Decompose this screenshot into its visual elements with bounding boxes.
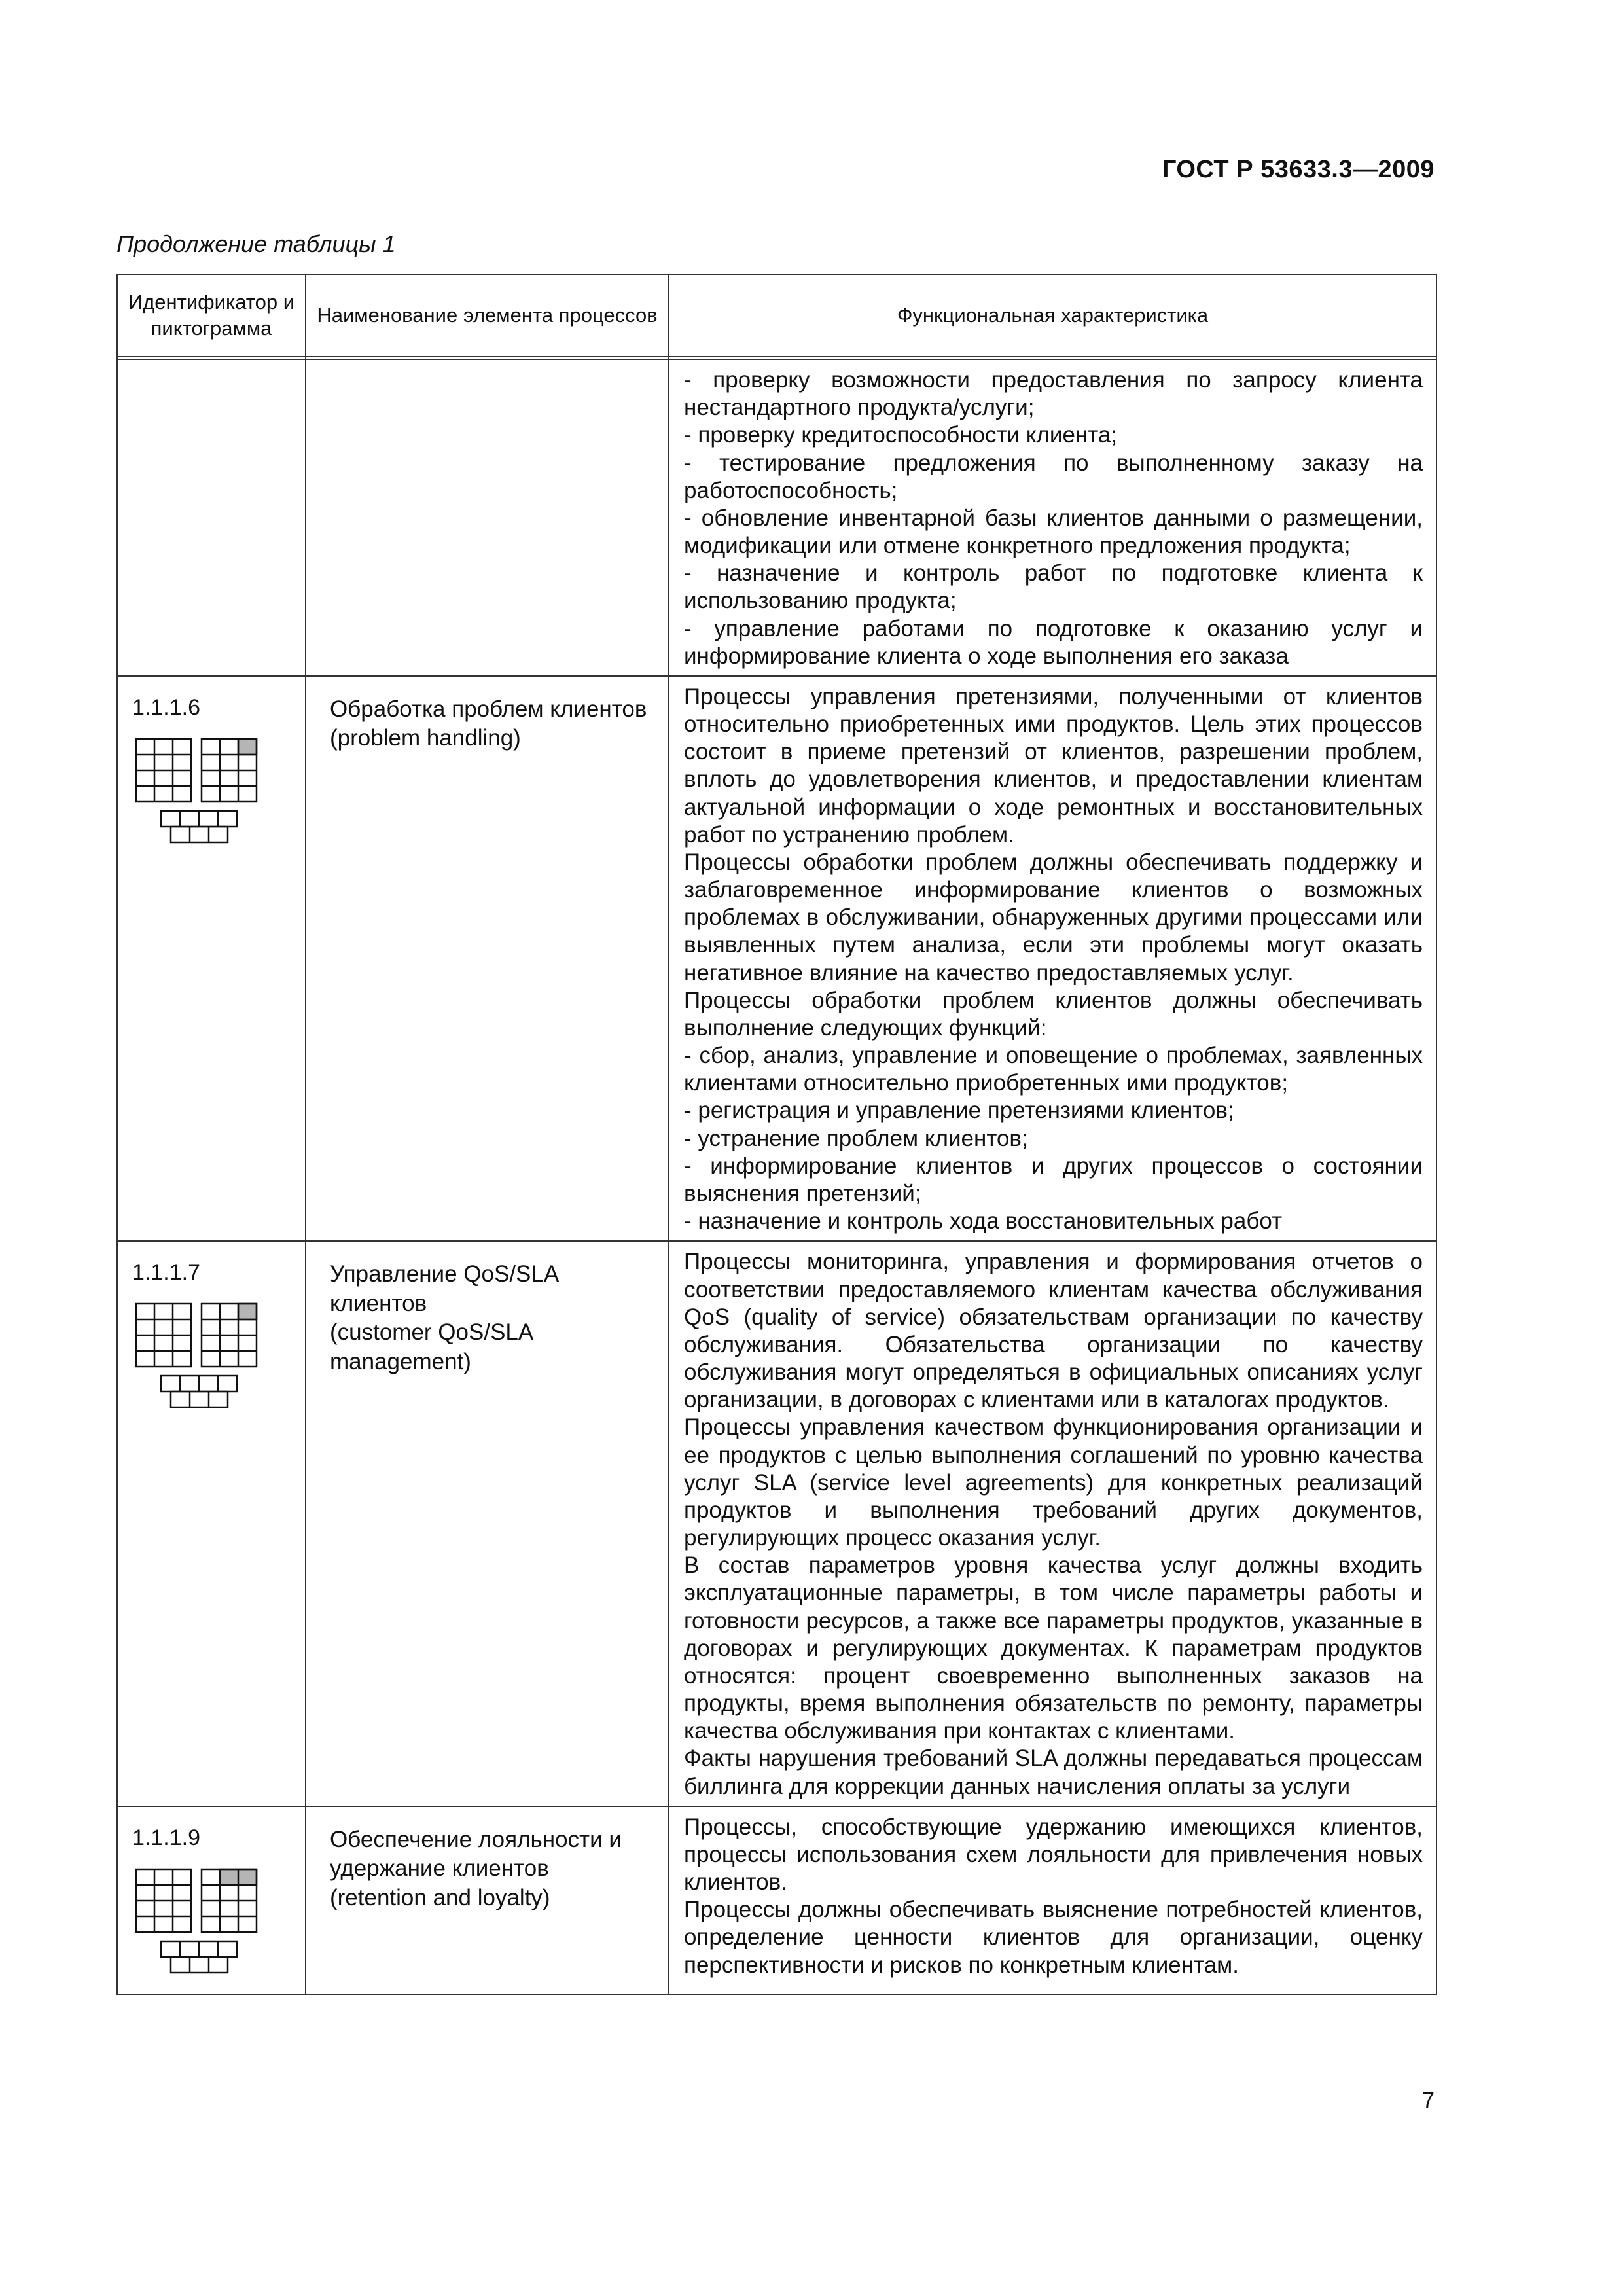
process-name-english: (retention and loyalty) [330, 1884, 550, 1910]
process-name: Управление QoS/SLA клиентов [330, 1261, 558, 1316]
function-line: - управление работами по подготовке к оказанию услуг и информирование клиента о ходе выполнения его заказа [684, 615, 1423, 669]
column-header-identifier: Идентификатор и пиктограмма [117, 274, 306, 357]
function-line: - проверку кредитоспособности клиента; [684, 422, 1118, 448]
function-cell [669, 359, 1436, 676]
table-row [117, 1241, 1436, 1806]
function-paragraph: Факты нарушения требований SLA должны передаваться процессам биллинга для коррекции данных начисления оплаты за услуги [684, 1746, 1423, 1799]
function-paragraph: Процессы должны обеспечивать выяснение потребностей клиентов, определение ценности клиентов для организации, оценку перспективности и рисков по конкретным клиентам. [684, 1897, 1423, 1978]
page-number: 7 [1422, 2088, 1435, 2113]
function-paragraph: Процессы обработки проблем клиентов должны обеспечивать выполнение следующих функций: [684, 987, 1423, 1041]
identifier-cell [117, 676, 306, 1241]
identifier-cell [117, 1241, 306, 1806]
process-id: 1.1.1.6 [132, 694, 200, 720]
function-line: - сбор, анализ, управление и оповещение о проблемах, заявленных клиентами относительно приобретенных ими продуктов; [684, 1043, 1423, 1096]
function-line: - проверку возможности предоставления по запросу клиента нестандартного продукта/услуги; [684, 367, 1423, 421]
function-line: - назначение и контроль работ по подготовке клиента к использованию продукта; [684, 560, 1423, 614]
process-name: Обработка проблем клиентов [330, 696, 647, 722]
function-line: - назначение и контроль хода восстановительных работ [684, 1208, 1283, 1234]
function-paragraph: Процессы управления качеством функционирования организации и ее продуктов с целью выполнения соглашений по уровню качества услуг SLA (service level agreements) для конкретных реализаций продуктов и выполнения требований других документов, регулирующих процесс оказания услуг. [684, 1414, 1423, 1551]
name-cell [306, 676, 669, 1241]
function-line: - тестирование предложения по выполненному заказу на работоспособность; [684, 450, 1423, 503]
function-paragraph: Процессы мониторинга, управления и формирования отчетов о соответствии предоставляемого клиентам качества обслуживания QoS (quality of service) обязательствам организации по качеству обслуживания. Обязательства организации по качеству обслуживания могут определяться в официальных описаниях услуг организации, в договорах с клиентами или в каталогах продуктов. [684, 1249, 1423, 1413]
name-cell [306, 1241, 669, 1806]
function-line: - устранение проблем клиентов; [684, 1125, 1028, 1151]
function-paragraph: В состав параметров уровня качества услуг должны входить эксплуатационные параметры, в том числе параметры работы и готовности ресурсов, а также все параметры продуктов, указанные в договорах и регулирующих документах. К параметрам продуктов относятся: процент своевременно выполненных заказов на продукты, время выполнения обязательств по ремонту, параметры качества обслуживания при контактах с клиентами. [684, 1552, 1423, 1744]
process-name: Обеспечение лояльности и удержание клиентов [330, 1826, 622, 1882]
function-paragraph: Процессы, способствующие удержанию имеющихся клиентов, процессы использования схем лояльности для привлечения новых клиентов. [684, 1814, 1423, 1895]
function-line: - обновление инвентарной базы клиентов данными о размещении, модификации или отмене конкретного предложения продукта; [684, 505, 1423, 559]
process-pictogram-icon [135, 738, 259, 857]
function-cell [669, 1806, 1436, 1994]
function-paragraph: Процессы обработки проблем должны обеспечивать поддержку и заблаговременное информирование клиентов о возможных проблемах в обслуживании, обнаруженных другими процессами или выявленных путем анализа, если эти проблемы могут оказать негативное влияние на качество предоставляемых услуг. [684, 849, 1423, 986]
name-cell [306, 1806, 669, 1994]
process-id: 1.1.1.7 [132, 1260, 200, 1285]
function-paragraph: Процессы управления претензиями, полученными от клиентов относительно приобретенных ими продуктов. Цель этих процессов состоит в приеме претензий от клиентов, разрешении проблем, вплоть до удовлетворения клиентов, и предоставлении клиентам актуальной информации о ходе ремонтных и восстановительных работ по устранению проблем. [684, 683, 1423, 848]
identifier-cell [117, 1806, 306, 1994]
process-table [116, 274, 1437, 1995]
column-header-function: Функциональная характеристика [669, 274, 1436, 357]
table-row [117, 676, 1436, 1241]
name-cell [306, 359, 669, 676]
function-cell [669, 676, 1436, 1241]
table-caption: Продолжение таблицы 1 [116, 230, 396, 257]
function-line: - регистрация и управление претензиями клиентов; [684, 1098, 1234, 1124]
column-header-name: Наименование элемента процессов [306, 274, 669, 357]
identifier-cell [117, 359, 306, 676]
process-name-english: (problem handling) [330, 725, 521, 751]
process-id: 1.1.1.9 [132, 1825, 200, 1850]
table-row [117, 359, 1436, 676]
function-cell [669, 1241, 1436, 1806]
process-name-english: (customer QoS/SLA management) [330, 1319, 533, 1374]
standard-designation: ГОСТ Р 53633.3—2009 [1162, 156, 1435, 183]
table-row [117, 1806, 1436, 1994]
function-line: - информирование клиентов и других процессов о состоянии выяснения претензий; [684, 1153, 1423, 1206]
table-header-row [117, 274, 1436, 357]
process-pictogram-icon [135, 1868, 272, 1987]
process-pictogram-icon [135, 1302, 259, 1422]
